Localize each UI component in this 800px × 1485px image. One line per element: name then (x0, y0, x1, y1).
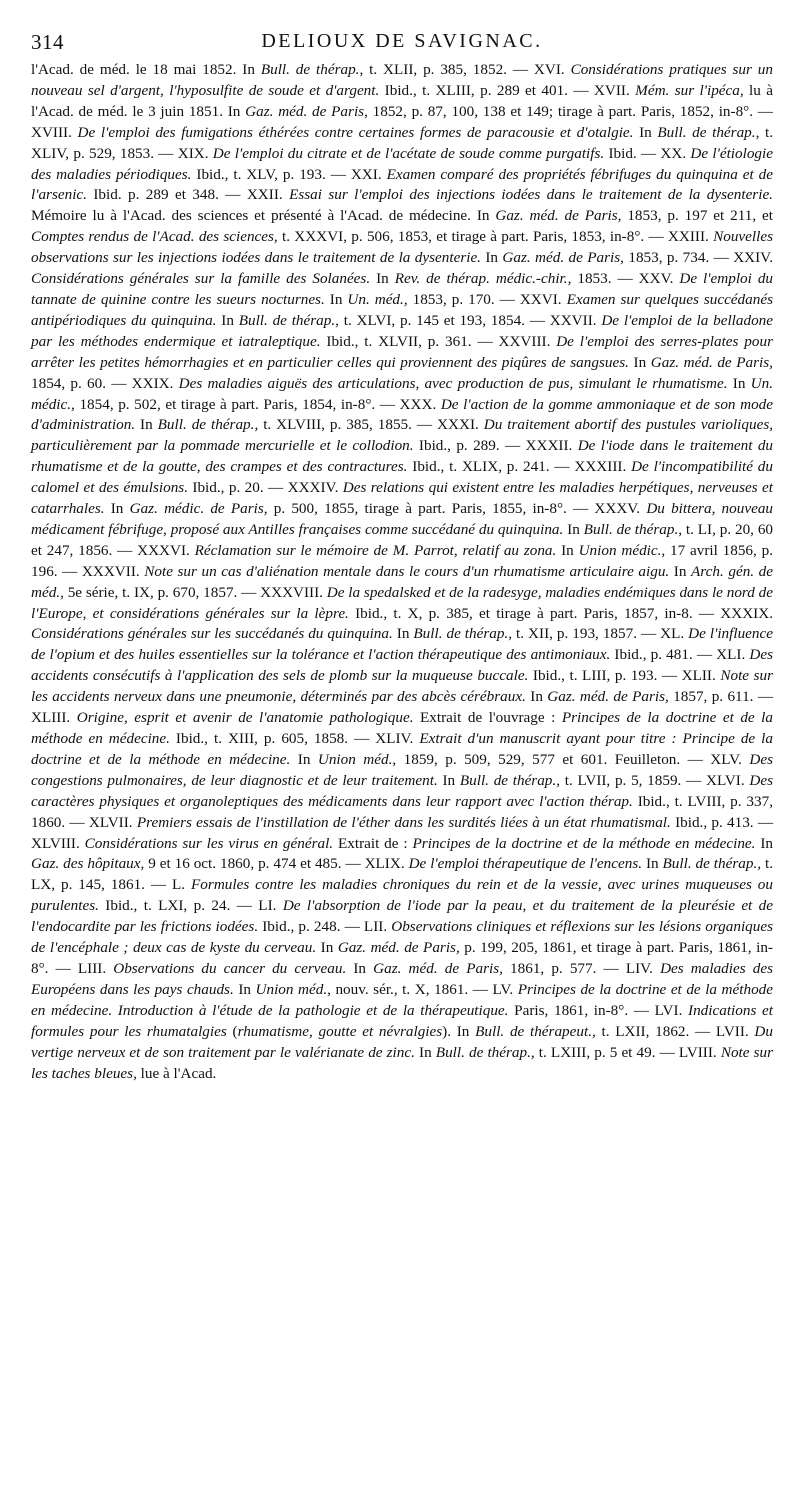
italic-title-segment: Des relations qui existent entre les maladies herpétiques, nerveuses et catarrhales. (31, 479, 773, 518)
italic-title-segment: De l'emploi de la belladone par les méthodes endermique et iatraleptique. (31, 311, 773, 350)
text-segment: t. LXIII, p. 5 et 49. — LVIII. (534, 1043, 721, 1061)
text-segment: 1859, p. 509, 529, 577 et 601. Feuilleton. — XLV. (396, 750, 750, 768)
text-segment: In (480, 249, 503, 267)
italic-title-segment: Comptes rendus de l'Acad. des sciences, (31, 228, 278, 246)
italic-title-segment: Bull. de thérap., (662, 855, 762, 873)
text-segment: Ibid., p. 481. — XLI. (610, 646, 750, 664)
italic-title-segment: Un. médic., (31, 374, 774, 413)
italic-title-segment: De la spedalsked et de la radesyge, maladies endémiques dans le nord de l'Europe, et considérations générales sur la lèpre. (31, 583, 773, 622)
running-head (31, 26, 773, 60)
italic-title-segment: Du traitement abortif des pustules varioliques, particulièrement par la pommade mercurielle et le collodion. (31, 416, 774, 455)
italic-title-segment: Réclamation sur le mémoire de M. Parrot, relatif au zona. (194, 541, 557, 559)
text-segment: p. 500, 1855, tirage à part. Paris, 1855, in-8°. — XXXV. (267, 500, 647, 518)
italic-title-segment: Premiers essais de l'instillation de l'éther dans les surdités liées à un état rhumatismal. (136, 813, 671, 831)
text-segment: p. 199, 205, 1861, et tirage à part. Paris, 1861, in-8°. — LIII. (31, 939, 773, 977)
text-segment: Mémoire lu à l'Acad. des sciences et présenté à l'Acad. de médecine. In (31, 207, 496, 225)
text-segment: ). In (442, 1022, 476, 1040)
text-segment: Ibid., t. LXI, p. 24. — LI. (98, 897, 283, 915)
text-segment: In (316, 939, 338, 957)
text-segment: In (135, 416, 158, 434)
book-page (31, 26, 773, 1084)
text-segment: In (628, 353, 651, 371)
running-head-title: DELIOUX DE SAVIGNAC. (261, 30, 543, 52)
italic-title-segment: Bull. de thérap., (413, 625, 513, 643)
text-segment: In (104, 500, 130, 518)
italic-title-segment: Observations du cancer du cerveau. (113, 959, 347, 977)
text-segment: In (563, 520, 584, 538)
italic-title-segment: Principes de la doctrine et de la méthode en médecine. (31, 709, 773, 747)
italic-title-segment: De l'emploi du tannate de quinine contre les sueurs nocturnes. (31, 270, 774, 308)
text-segment: In (727, 374, 751, 392)
text-segment: In (642, 855, 663, 873)
text-segment: In (392, 625, 414, 643)
italic-title-segment: De l'influence de l'opium et des huiles essentielles sur la tolérance et l'action thérapeutique des antimoniaux. (31, 625, 773, 664)
italic-title-segment: De l'action de la gomme ammoniaque et de son mode d'administration. (31, 395, 773, 434)
italic-title-segment: Gaz. méd. de Paris, (502, 249, 624, 267)
italic-title-segment: Du bittera, nouveau médicament fébrifuge, proposé aux Antilles françaises comme succédané du quinquina. (31, 500, 774, 538)
italic-title-segment: Gaz. méd. de Paris, (245, 102, 368, 120)
text-segment: l'Acad. de méd. le 18 mai 1852. In (31, 61, 261, 78)
italic-title-segment: Bull. de thérap., (157, 416, 259, 434)
italic-title-segment: Rev. de thérap. médic.-chir., (394, 270, 572, 288)
italic-title-segment: Des congestions pulmonaires, de leur diagnostic et de leur traitement. (31, 750, 773, 789)
italic-title-segment: Extrait d'un manuscrit ayant pour titre : Principe de la doctrine et de la méthode en médecine. (31, 730, 773, 768)
text-segment: 1853, p. 734. — XXIV. (623, 249, 773, 267)
italic-title-segment: Indications et formules pour les rhumatalgies (31, 1001, 773, 1040)
text-segment: In (525, 688, 548, 706)
text-segment: , t. XLII, p. 385, 1852. — XVI. (359, 61, 571, 78)
text-segment: Ibid., t. XLIII, p. 289 et 401. — XVII. (379, 81, 636, 99)
text-segment: 1854, p. 60. — XXIX. (31, 374, 179, 392)
italic-title-segment: Considérations pratiques sur un nouveau sel d'argent, l'hyposulfite de soude et d'argent. (31, 61, 773, 99)
text-segment: In (290, 750, 318, 768)
text-segment: t. XLVI, p. 145 et 193, 1854. — XXVII. (338, 311, 602, 329)
text-segment: Extrait de : (333, 834, 413, 852)
italic-title-segment: Principes de la doctrine et de la méthode en médecine. Introduction à l'étude de la pathologie et de la thérapeutique. (31, 980, 773, 1019)
text-segment: In (755, 834, 773, 852)
text-segment: Ibid., t. X, p. 385, et tirage à part. Paris, 1857, in-8. — XXXIX. (348, 604, 773, 622)
text-segment: 9 et 16 oct. 1860, p. 474 et 485. — XLIX. (144, 855, 409, 873)
italic-title-segment: Arch. gén. de méd., (31, 562, 773, 601)
italic-title-segment: Gaz. méd. de Paris, (547, 688, 669, 706)
text-segment: 1853, p. 170. — XXVI. (407, 290, 567, 308)
italic-title-segment: Considérations générales sur la famille des Solanées. (31, 270, 371, 288)
italic-title-segment: Des maladies des Européens dans les pays chauds. (31, 959, 774, 998)
text-segment: t. LXII, 1862. — LVII. (595, 1022, 755, 1040)
italic-title-segment: Bull. de thérap. (260, 61, 360, 78)
text-segment: , t. XLIV, p. 529, 1853. — XIX. (31, 123, 774, 162)
text-segment: 1854, p. 502, et tirage à part. Paris, 1854, in-8°. — XXX. (74, 395, 441, 413)
text-segment: lue à l'Acad. (136, 1064, 217, 1082)
text-segment: In (414, 1043, 436, 1061)
italic-title-segment: Considérations générales sur les succédanés du quinquina. (31, 625, 393, 643)
italic-title-segment: De l'emploi du citrate et de l'acétate de soude comme purgatifs. (212, 144, 605, 162)
text-segment: In (216, 311, 239, 329)
italic-title-segment: Note sur les accidents nerveux dans une pneumonie, déterminés par des abcès cérébraux. (31, 667, 773, 706)
text-segment: In (437, 771, 460, 789)
italic-title-segment: Bull. de thérap., (238, 311, 339, 329)
text-segment: t. LVII, p. 5, 1859. — XLVI. (560, 771, 750, 789)
text-segment: 1857, p. 611. — XLIII. (31, 688, 774, 727)
italic-title-segment: Des caractères physiques et organoleptiques des médicaments dans leur rapport avec l'action thérap. (31, 771, 774, 810)
text-segment: t. LX, p. 145, 1861. — L. (31, 855, 773, 894)
text-segment: 1852, p. 87, 100, 138 et 149; tirage à part. Paris, 1852, in-8°. — XVIII. (31, 102, 773, 141)
text-segment: Ibid., t. XLIX, p. 241. — XXXIII. (407, 458, 632, 476)
italic-title-segment: Du vertige nerveux et de son traitement par le valérianate de zinc. (31, 1022, 773, 1061)
italic-title-segment: Union médic., (578, 541, 666, 559)
italic-title-segment: Examen comparé des propriétés fébrifuges du quinquina et de l'arsenic. (31, 165, 773, 204)
italic-title-segment: De l'absorption de l'iode par la peau, et du traitement de la pleurésie et de l'endocardite par les frictions iodées. (31, 897, 773, 936)
text-segment: Ibid., p. 248. — LII. (258, 918, 392, 936)
text-segment: In (324, 290, 348, 308)
text-segment: Paris, 1861, in-8°. — LVI. (508, 1001, 689, 1019)
italic-title-segment: Des maladies aiguës des articulations, avec production de pus, simulant le rhumatisme. (178, 374, 728, 392)
italic-title-segment: Note sur les taches bleues, (31, 1043, 774, 1082)
italic-title-segment: Union méd., (255, 980, 331, 998)
text-segment: t. XII, p. 193, 1857. — XL. (512, 625, 689, 643)
text-segment: In (346, 959, 374, 977)
italic-title-segment: Origine, esprit et avenir de l'anatomie pathologique. (76, 709, 414, 727)
italic-title-segment: De l'emploi des serres-plates pour arrêter les petites hémorrhagies et en particulier celles qui proviennent des piqûres de sangsues. (31, 332, 773, 371)
text-segment: t. XXXVI, p. 506, 1853, et tirage à part. Paris, 1853, in-8°. — XXIII. (277, 228, 714, 246)
text-segment: In (669, 562, 692, 580)
italic-title-segment: Bull. de thérap. (657, 123, 756, 141)
italic-title-segment: De l'étiologie des maladies périodiques. (31, 144, 773, 183)
italic-title-segment: Gaz. médic. de Paris, (129, 500, 268, 518)
text-segment: Ibid., p. 289. — XXXII. (413, 437, 578, 455)
text-segment: 5e série, t. IX, p. 670, 1857. — XXXVIII. (63, 583, 327, 601)
page-number: 314 (31, 30, 64, 54)
italic-title-segment: Union méd., (317, 750, 397, 768)
text-segment: In (233, 980, 256, 998)
text-segment: In (370, 270, 395, 288)
text-segment: 1861, p. 577. — LIV. (502, 959, 661, 977)
text-segment: Ibid., t. LVIII, p. 337, 1860. — XLVII. (31, 792, 773, 831)
text-segment: In (633, 123, 658, 141)
text-segment: Extrait de l'ouvrage : (413, 709, 562, 727)
italic-title-segment: Des accidents consécutifs à l'application des sels de plomb sur la muqueuse buccale. (31, 646, 773, 685)
text-segment: Ibid., t. XLV, p. 193. — XXI. (191, 165, 387, 183)
italic-title-segment: Bull. de thérapeut., (475, 1022, 596, 1040)
italic-title-segment: De l'emploi thérapeutique de l'encens. (408, 855, 643, 873)
text-segment: Ibid., p. 413. — XLVIII. (31, 813, 774, 852)
text-segment: Ibid. p. 289 et 348. — XXII. (86, 186, 290, 204)
italic-title-segment: De l'emploi des fumigations éthérées contre certaines formes de paracousie et d'otalgie. (77, 123, 634, 141)
italic-title-segment: Gaz. des hôpitaux, (31, 855, 145, 873)
italic-title-segment: Bull. de thérap., (583, 520, 683, 538)
text-segment: 17 avril 1856, p. 196. — XXXVII. (31, 541, 774, 580)
text-segment: Ibid., t. XLVII, p. 361. — XXVIII. (320, 332, 557, 350)
italic-title-segment: Essai sur l'emploi des injections iodées dans le traitement de la dysenterie. (289, 186, 773, 204)
text-segment: nouv. sér., t. X, 1861. — LV. (330, 980, 518, 998)
italic-title-segment: Gaz. méd. de Paris, (650, 353, 773, 371)
bibliography-paragraph (31, 60, 773, 1084)
text-segment: t. LI, p. 20, 60 et 247, 1856. — XXXVI. (31, 520, 774, 559)
italic-title-segment: De l'iode dans le traitement du rhumatisme et de la goutte, des crampes et des contractures. (31, 437, 774, 476)
italic-title-segment: Note sur un cas d'aliénation mentale dans le cours d'un rhumatisme articulaire aigu. (144, 562, 670, 580)
text-segment: Ibid., t. LIII, p. 193. — XLII. (528, 667, 721, 685)
text-segment: 1853, p. 197 et 211, et (621, 207, 773, 225)
italic-title-segment: Gaz. méd. de Paris, (373, 959, 503, 977)
text-segment: lu à l'Acad. de méd. le 3 juin 1851. In (31, 81, 773, 120)
text-segment: 1853. — XXV. (571, 270, 680, 288)
italic-title-segment: Un. méd., (347, 290, 408, 308)
italic-title-segment: Gaz. méd. de Paris, (337, 939, 460, 957)
italic-title-segment: Gaz. méd. de Paris, (495, 207, 622, 225)
italic-title-segment: Considérations sur les virus en général. (84, 834, 334, 852)
italic-title-segment: Nouvelles observations sur les injections iodées dans le traitement de la dysenterie. (31, 228, 773, 267)
text-segment: ( (226, 1022, 238, 1040)
text-segment: t. XLVIII, p. 385, 1855. — XXXI. (258, 416, 484, 434)
italic-title-segment: rhumatisme, goutte et névralgies (237, 1022, 443, 1040)
italic-title-segment: De l'incompatibilité du calomel et des émulsions. (31, 458, 773, 497)
italic-title-segment: Bull. de thérap., (435, 1043, 535, 1061)
italic-title-segment: Formules contre les maladies chroniques du rein et de la vessie, avec urines muqueuses ou purulentes. (31, 876, 773, 915)
text-segment: Ibid. — XX. (604, 144, 691, 162)
text-segment: Ibid., t. XIII, p. 605, 1858. — XLIV. (169, 730, 420, 747)
italic-title-segment: Principes de la doctrine et de la méthode en médecine. (412, 834, 756, 852)
text-segment: In (556, 541, 579, 559)
italic-title-segment: Observations cliniques et réflexions sur les lésions organiques de l'encéphale ; deux cas de kyste du cerveau. (31, 918, 774, 957)
italic-title-segment: Examen sur quelques succédanés antipériodiques du quinquina. (31, 290, 773, 329)
italic-title-segment: Mém. sur l'ipéca, (635, 81, 744, 99)
italic-title-segment: Bull. de thérap., (459, 771, 560, 789)
text-segment: Ibid., p. 20. — XXXIV. (188, 479, 343, 497)
